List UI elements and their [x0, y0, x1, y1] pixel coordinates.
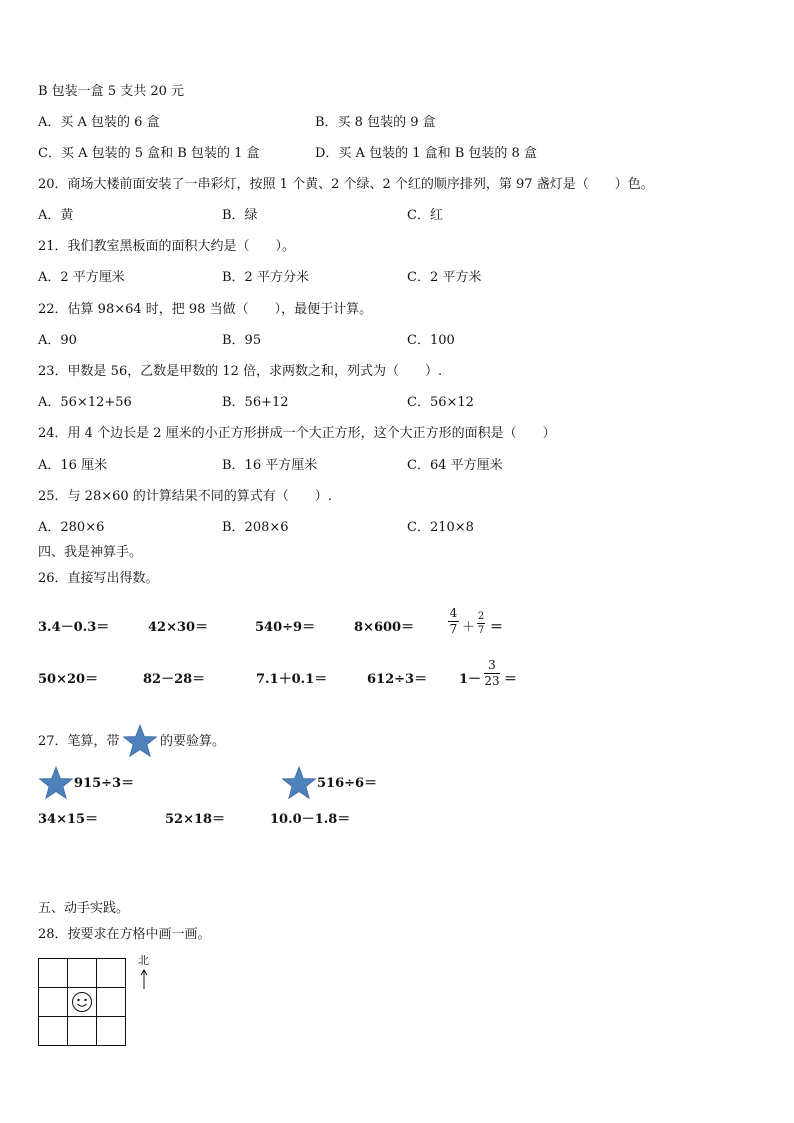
q21-option-a: A．2 平方厘米: [38, 270, 125, 285]
fraction-denominator: 7: [449, 622, 458, 636]
q25-option-c: C．210×8: [407, 520, 474, 535]
q26-equals-2: ＝: [504, 672, 518, 687]
q20-option-a: A．黄: [38, 208, 74, 223]
q19-option-d: D．买 A 包装的 1 盒和 B 包装的 8 盒: [315, 146, 537, 161]
q20-option-c: C．红: [407, 208, 443, 223]
fraction-bar: [477, 623, 485, 624]
q26-title: 26．直接写出得数。: [38, 571, 159, 586]
q27-calc-3: 10.0－1.8＝: [270, 812, 351, 827]
q23-text: 23．甲数是 56，乙数是甲数的 12 倍，求两数之和，列式为（ ）.: [38, 364, 443, 379]
q25-text: 25．与 28×60 的计算结果不同的算式有（ ）.: [38, 489, 332, 504]
q26-fraction-4-7: [448, 607, 459, 636]
fraction-denominator: 7: [477, 625, 485, 636]
q19-condition: B 包装一盒 5 支共 20 元: [38, 84, 185, 99]
north-label: 北: [138, 954, 149, 967]
q27-calc-1: 34×15＝: [38, 812, 99, 827]
q23-option-a: A．56×12+56: [38, 395, 132, 410]
q22-option-a: A．90: [38, 333, 77, 348]
smiley-icon: [71, 991, 93, 1013]
q27-starred-calc-2: 516÷6＝: [317, 776, 378, 791]
north-arrow-icon: [139, 968, 149, 990]
fraction-numerator: 2: [477, 611, 485, 622]
q19-option-b: B．买 8 包装的 9 盒: [315, 115, 436, 130]
grid-cell: [97, 959, 126, 988]
grid-cell: [68, 1017, 97, 1046]
grid-cell: [39, 1017, 68, 1046]
fraction-denominator: 23: [484, 674, 500, 688]
q26-one-minus: 1－: [459, 672, 482, 687]
star-icon: [281, 766, 317, 800]
q26-calc-6: 82－28＝: [143, 672, 206, 687]
star-icon: [122, 724, 158, 758]
q24-option-a: A．16 厘米: [38, 458, 108, 473]
q23-option-b: B．56+12: [222, 395, 289, 410]
q25-option-b: B．208×6: [222, 520, 289, 535]
star-icon: [38, 766, 74, 800]
grid-cell: [97, 1017, 126, 1046]
q26-calc-3: 540÷9＝: [255, 620, 316, 635]
q23-option-c: C．56×12: [407, 395, 474, 410]
grid-cell: [68, 959, 97, 988]
q27-title-end: 的要验算。: [160, 734, 226, 749]
section-5-heading: 五、动手实践。: [38, 901, 130, 916]
q26-calc-7: 7.1＋0.1＝: [256, 672, 328, 687]
q21-option-b: B．2 平方分米: [222, 270, 309, 285]
q24-option-b: B．16 平方厘米: [222, 458, 318, 473]
fraction-numerator: 3: [488, 658, 496, 672]
q26-calc-4: 8×600＝: [354, 620, 415, 635]
grid-cell: [97, 988, 126, 1017]
q27-calc-2: 52×18＝: [165, 812, 226, 827]
q26-plus-sign: ＋: [462, 620, 476, 635]
q26-equals-1: ＝: [490, 620, 504, 635]
grid-cell: [68, 988, 97, 1017]
q24-text: 24．用 4 个边长是 2 厘米的小正方形拼成一个大正方形，这个大正方形的面积是（ ）: [38, 426, 556, 441]
q20-option-b: B．绿: [222, 208, 258, 223]
q27-starred-calc-1: 915÷3＝: [74, 776, 135, 791]
q26-fraction-3-23: [484, 659, 500, 688]
q25-option-a: A．280×6: [38, 520, 105, 535]
section-4-heading: 四、我是神算手。: [38, 545, 143, 560]
q28-title: 28．按要求在方格中画一画。: [38, 927, 211, 942]
fraction-numerator: 4: [449, 606, 458, 620]
grid-cell: [39, 988, 68, 1017]
q24-option-c: C．64 平方厘米: [407, 458, 503, 473]
q22-text: 22．估算 98×64 时，把 98 当做（ ），最便于计算。: [38, 302, 373, 317]
q21-option-c: C．2 平方米: [407, 270, 482, 285]
q27-title-start: 27．笔算，带: [38, 734, 120, 749]
q21-text: 21．我们教室黑板面的面积大约是（ ）。: [38, 239, 296, 254]
q22-option-c: C．100: [407, 333, 455, 348]
q19-option-a: A．买 A 包装的 6 盒: [38, 115, 160, 130]
grid-cell: [39, 959, 68, 988]
q20-text: 20．商场大楼前面安装了一串彩灯，按照 1 个黄、2 个绿、2 个红的顺序排列，第 97 盏灯是（ ）色。: [38, 177, 654, 192]
q19-option-c: C．买 A 包装的 5 盒和 B 包装的 1 盒: [38, 146, 260, 161]
q22-option-b: B．95: [222, 333, 262, 348]
q26-calc-2: 42×30＝: [148, 620, 209, 635]
q26-calc-1: 3.4－0.3＝: [38, 620, 110, 635]
q26-calc-8: 612÷3＝: [367, 672, 428, 687]
q26-fraction-2-7: [477, 611, 485, 636]
drawing-grid: [38, 958, 126, 1046]
q26-calc-5: 50×20＝: [38, 672, 99, 687]
